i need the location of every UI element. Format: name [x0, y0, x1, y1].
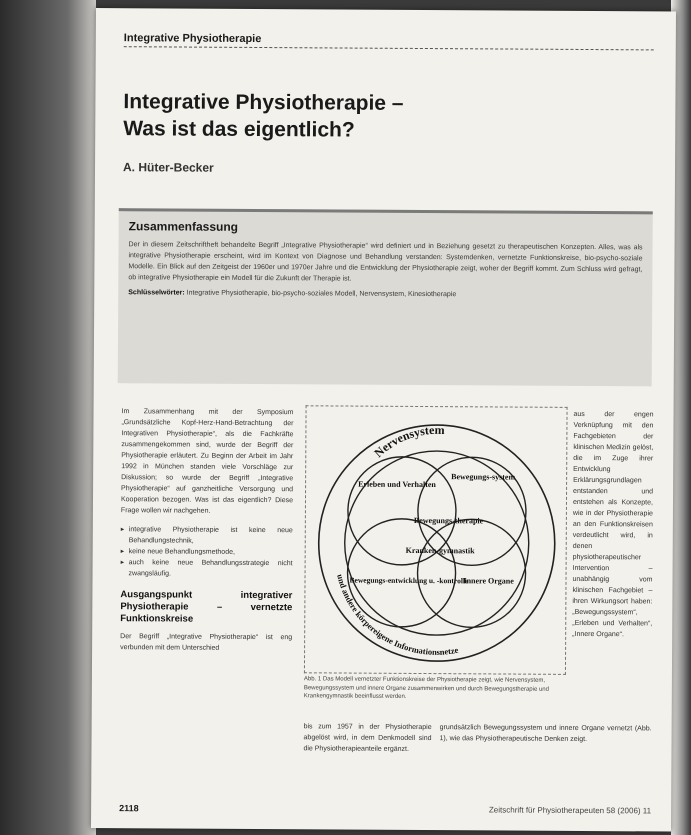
- author: A. Hüter-Becker: [122, 160, 214, 175]
- abstract-body: Der in diesem Zeitschriftheft behandelte Begriff „Integrative Physiotherapie“ wird definiert und in Beziehung gesetzt zu therapeutischen Konzepten. Alles, was als integrative Physiotherapie erscheint, wird im Kontext von Diagnose und Behandlung verstanden: Systemdenken, vernetzte Funktionskreise, bio-psycho-soziale Modelle. Ein Blick auf den Zeitgeist der 1960er und 1970er Jahre und die Entwicklung der Physiotherapie zeigt, woher der Begriff kommt. Zum Schluss wird gefragt, ob integrative Physiotherapie ein Modell für die Zukunft der Therapie ist.: [128, 241, 643, 283]
- journal-footer: Zeitschrift für Physiotherapeuten 58 (2006) 11: [488, 805, 652, 816]
- bullet-item: ▸ auch keine neue Behandlungsstrategie nicht zwangsläufig.: [121, 557, 293, 580]
- abstract-heading: Zusammenfassung: [128, 219, 239, 234]
- article-title: [123, 88, 403, 144]
- title-line-2: Was ist das eigentlich?: [123, 117, 355, 142]
- ring-label-information-networks: und andere körpereigene Informationsnetze: [335, 573, 460, 657]
- label-motor-control: Bewegungs-entwicklung u. -kontrolle: [349, 575, 469, 586]
- section-subheading: Ausgangspunkt integrativer Physiotherapie – vernetzte Funktionskreise: [120, 589, 293, 625]
- intro-paragraph: Im Zusammenhang mit der Symposium „Grundsätzliche Kopf-Herz-Hand-Betrachtung der Integrativen Physiotherapie“, als die Fachkräfte zusammengekommen sind, wurde der Begriff der Physiotherapie erläutert. Zu Beginn der Arbeit im Jahr 1992 in München standen viele Vorschläge zur Diskussion; so wurde der Begriff „Integrative Physiotherapie“ auf ganzheitliche Versorgung und Kooperation bezogen. Was ist das eigentlich? Diese Frage wollen wir nachgehen.: [120, 408, 294, 515]
- figure-frame: [304, 405, 568, 675]
- title-line-1: Integrative Physiotherapie –: [123, 90, 404, 115]
- outro-paragraph: Der Begriff „Integrative Physiotherapie“ ist eng verbunden mit dem Unterschied: [120, 633, 293, 652]
- figure-caption: Abb. 1 Das Modell vernetzter Funktionskreise der Physiotherapie zeigt, wie Nervensystem, Bewegungssystem und innere Organe zusammenwirken und durch Bewegungstherapie und Krankengymnastik beeinflusst werden.: [303, 676, 550, 700]
- left-column: [120, 406, 294, 654]
- bullet-item: ▸ integrative Physiotherapie ist keine neue Behandlungstechnik,: [121, 524, 293, 547]
- label-movement-therapy: Bewegungs-therapie: [413, 515, 484, 526]
- right-column-bottom: grundsätzlich Bewegungssystem und innere Organe vernetzt (Abb. 1), wie das Physiotherapeutische Denken zeigt.: [439, 724, 652, 744]
- middle-column-bottom: bis zum 1957 in der Physiotherapie abgelöst wird, in dem Denkmodell sind die Physiotherapieanteile ergänzt.: [303, 723, 432, 753]
- keywords-text: Integrative Physiotherapie, bio-psycho-soziales Modell, Nervensystem, Kinesiotherapie: [186, 289, 457, 299]
- keywords: [128, 287, 642, 301]
- outer-ring: [318, 424, 555, 661]
- bullet-item: ▸ keine neue Behandlungsmethode,: [121, 546, 293, 558]
- label-experience: Erleben und Verhalten: [358, 479, 436, 490]
- circle-motor-control: [347, 519, 456, 628]
- functional-circles-diagram: [305, 406, 569, 676]
- page-number: 2118: [119, 803, 139, 814]
- running-head: Integrative Physiotherapie: [124, 32, 654, 50]
- document-page: [91, 8, 676, 832]
- abstract-box: [118, 208, 653, 386]
- book-gutter-shadow: [0, 0, 96, 835]
- outer-label-nervous-system: Nervensystem: [371, 422, 445, 461]
- right-column: aus der engen Verknüpfung mit den Fachgebieten der klinischen Medizin gelöst, die im Zuge ihrer Entwicklung Erklärungsgrundlagen entstanden und entstehen als Konzepte, wie in der Physiotherapie an den Funktionskreisen verdeutlicht wird, in denen physiotherapeutischer Intervention – unabhängig vom klinischen Fachgebiet – ihren Wirkungsort haben: „Bewegungssystem“, „Erleben und Verhalten“, „Innere Organe“.: [572, 410, 654, 639]
- label-movement-system: Bewegungs-system: [451, 472, 516, 482]
- label-physiotherapy: Kranken-gymnastik: [405, 545, 475, 556]
- bullet-list: [121, 524, 293, 580]
- keywords-label: Schlüsselwörter:: [128, 289, 185, 297]
- label-inner-organs: Innere Organe: [463, 576, 514, 586]
- circle-inner-organs: [417, 519, 526, 628]
